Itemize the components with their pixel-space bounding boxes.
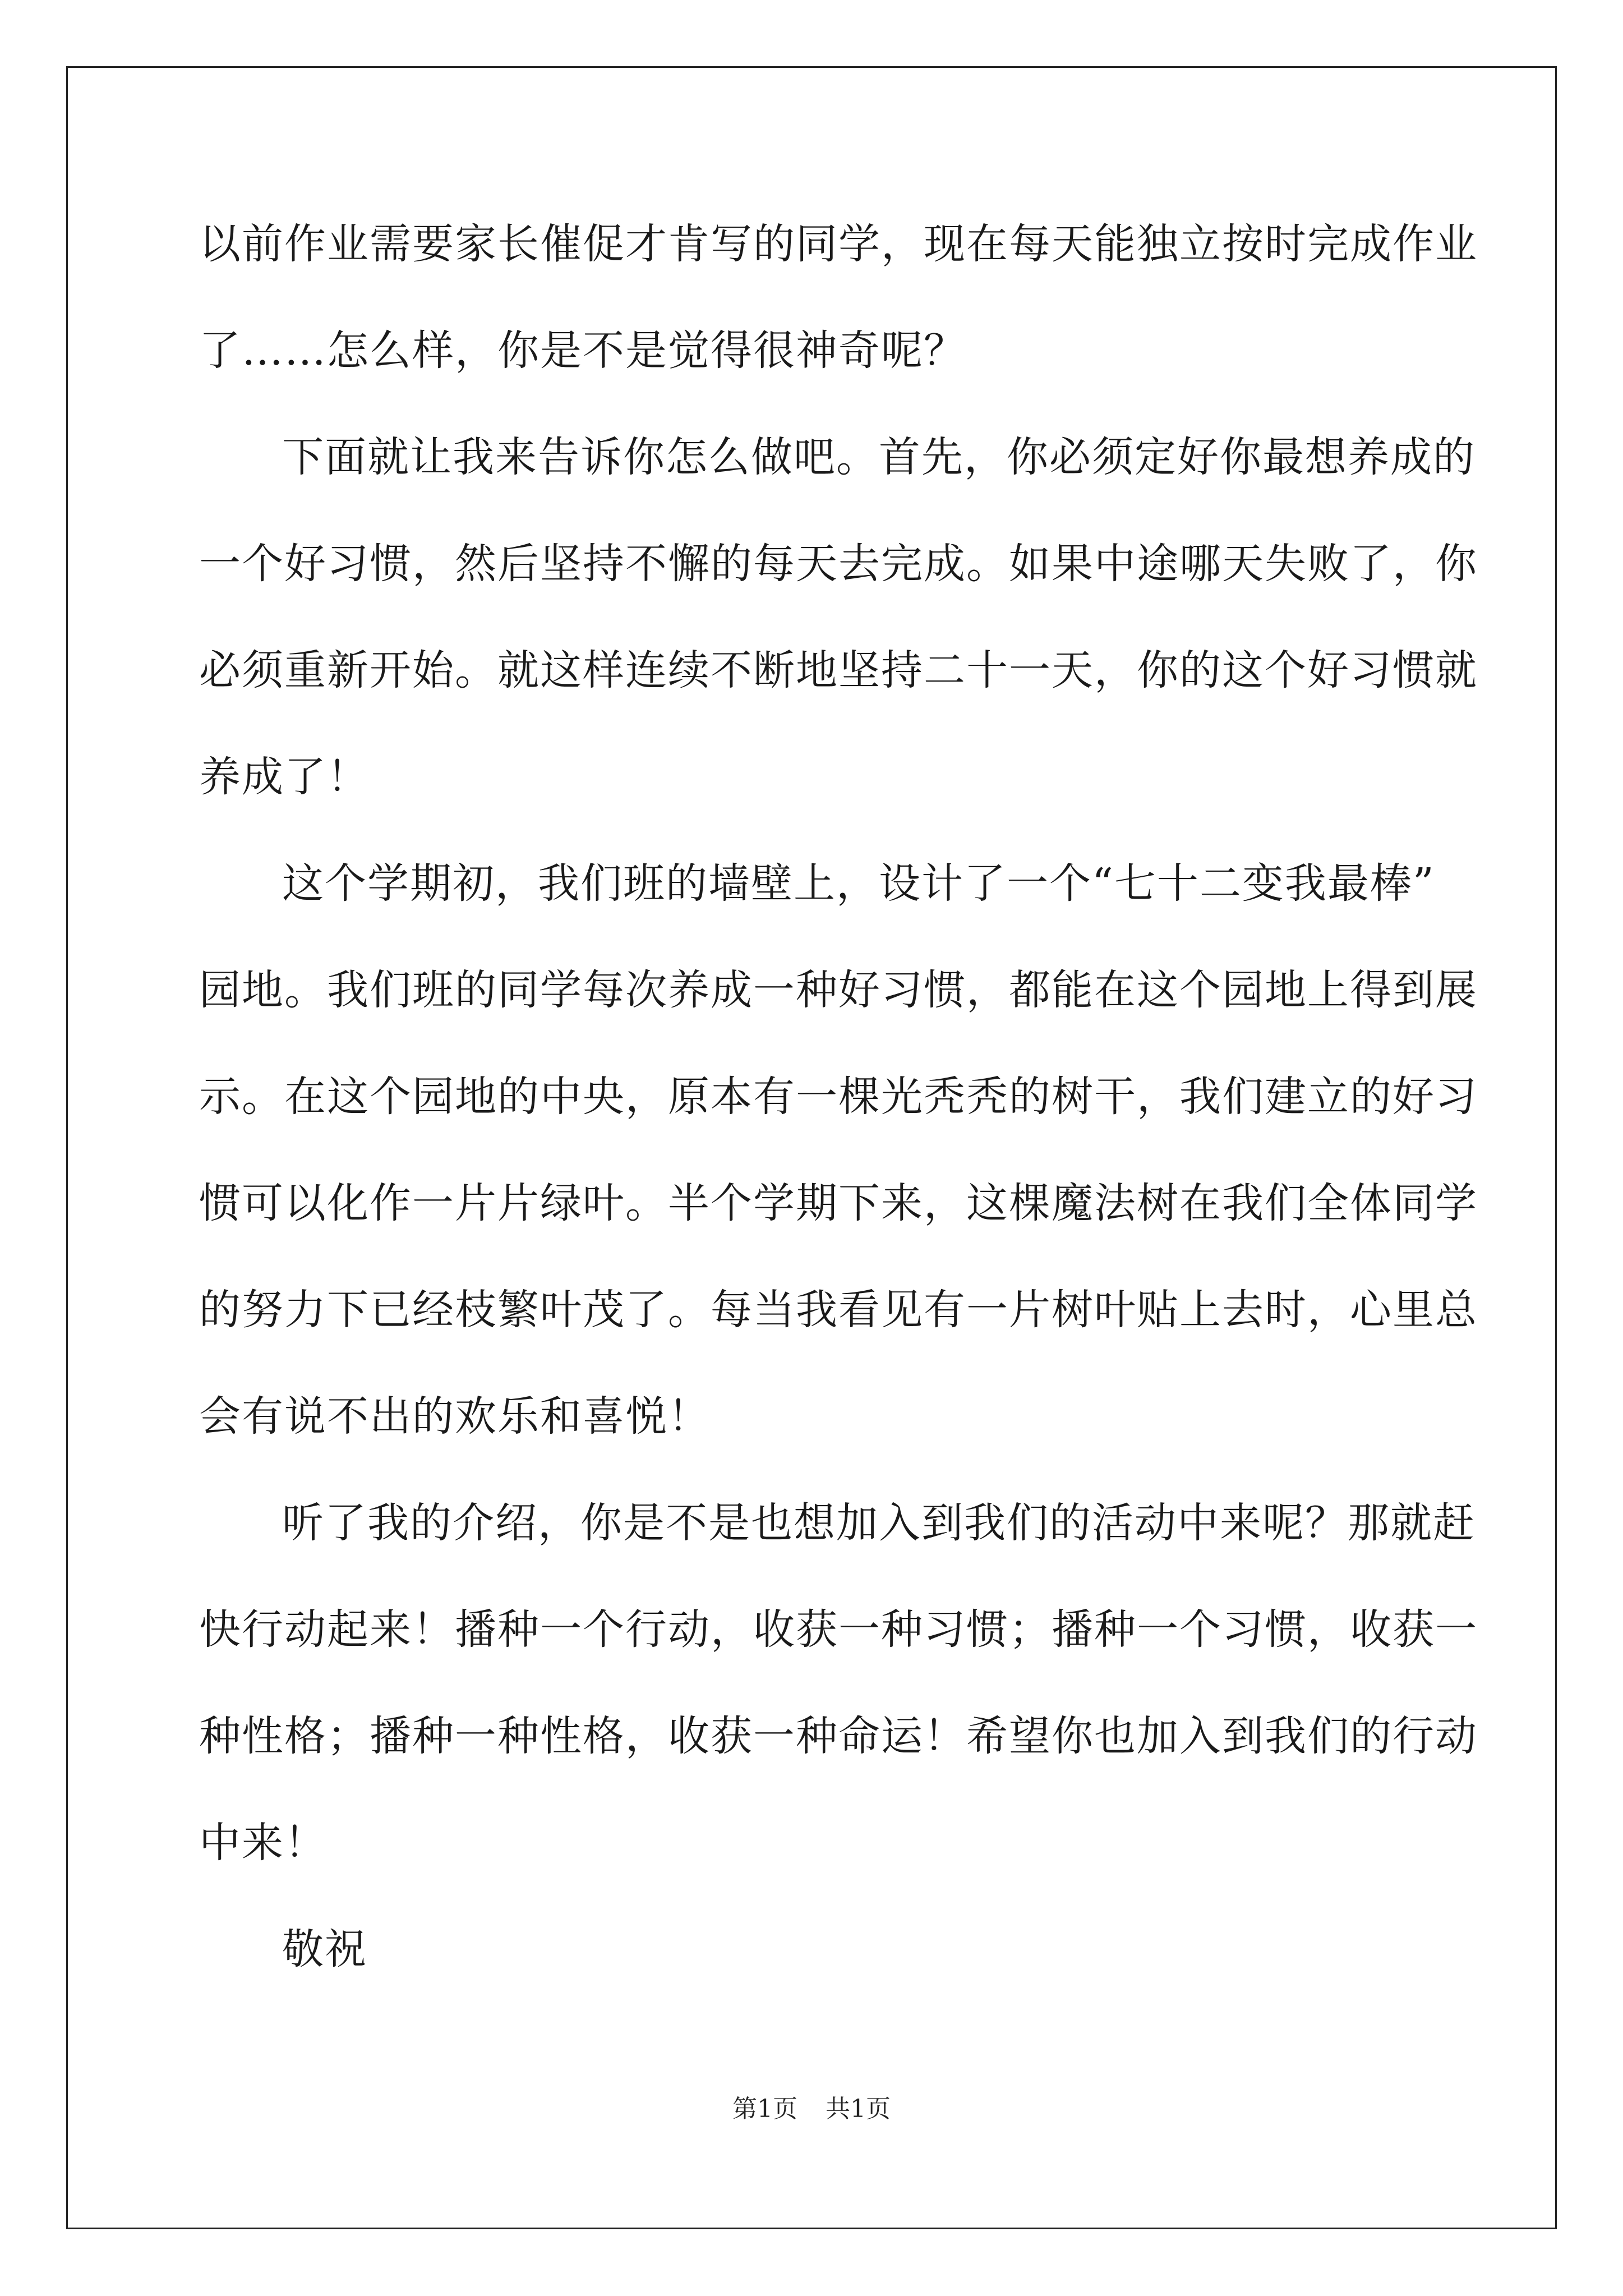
page-number-total: 共1页 xyxy=(826,2095,891,2123)
text-line-12: 会有说不出的欢乐和喜悦！ xyxy=(199,1392,711,1441)
text-line-8: 园地。我们班的同学每次养成一种好习惯，都能在这个园地上得到展 xyxy=(199,966,1478,1014)
document-body xyxy=(199,213,1478,2025)
text-line-6: 养成了！ xyxy=(199,753,370,801)
text-line-5: 必须重新开始。就这样连续不断地坚持二十一天，你的这个好习惯就 xyxy=(199,646,1478,694)
text-line-4: 一个好习惯，然后坚持不懈的每天去完成。如果中途哪天失败了，你 xyxy=(199,540,1478,588)
text-line-10: 惯可以化作一片片绿叶。半个学期下来，这棵魔法树在我们全体同学 xyxy=(199,1179,1478,1227)
text-line-1: 以前作业需要家长催促才肯写的同学，现在每天能独立按时完成作业 xyxy=(199,220,1478,268)
text-line-closing: 敬祝 xyxy=(282,1925,367,1973)
text-line-15: 种性格；播种一种性格，收获一种命运！希望你也加入到我们的行动 xyxy=(199,1712,1478,1760)
text-line-14: 快行动起来！播种一个行动，收获一种习惯；播种一个习惯，收获一 xyxy=(199,1605,1478,1654)
text-line-13: 听了我的介绍，你是不是也想加入到我们的活动中来呢？那就赶 xyxy=(282,1499,1476,1547)
text-line-3: 下面就让我来告诉你怎么做吧。首先，你必须定好你最想养成的 xyxy=(282,433,1476,481)
text-line-9: 示。在这个园地的中央，原本有一棵光秃秃的树干，我们建立的好习 xyxy=(199,1073,1478,1121)
text-line-2: 了……怎么样，你是不是觉得很神奇呢？ xyxy=(199,326,966,375)
text-line-16: 中来！ xyxy=(199,1819,327,1867)
page-number-current: 第1页 xyxy=(732,2095,797,2123)
text-line-7: 这个学期初，我们班的墙壁上，设计了一个“七十二变我最棒” xyxy=(282,859,1435,908)
page-footer xyxy=(0,2092,1623,2126)
text-line-11: 的努力下已经枝繁叶茂了。每当我看见有一片树叶贴上去时，心里总 xyxy=(199,1286,1478,1334)
